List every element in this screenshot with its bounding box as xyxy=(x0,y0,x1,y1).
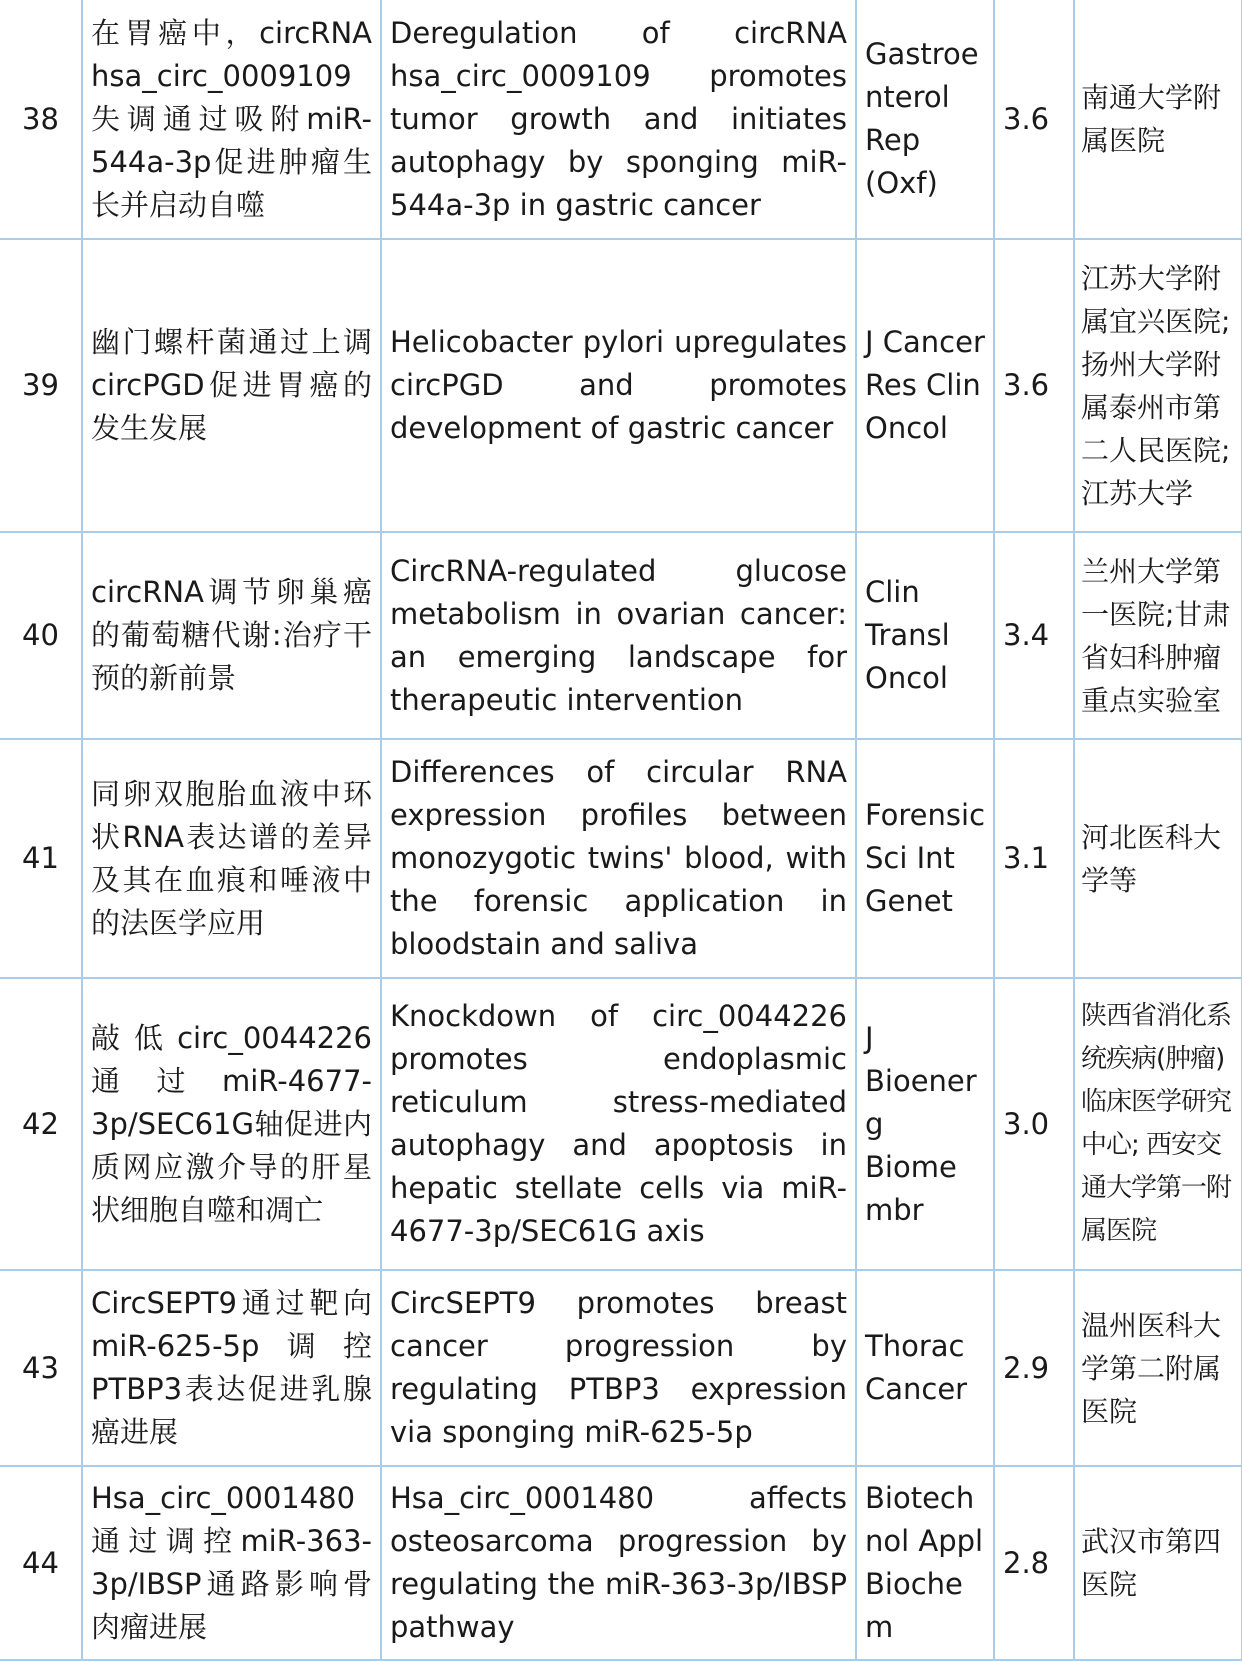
title-en: Helicobacter pylori upregulates circPGD and promotes development of gastric cancer xyxy=(381,239,856,532)
title-en: Hsa_circ_0001480 affects osteosarcoma progression by regulating the miR-363-3p/IBSP pathway xyxy=(381,1466,856,1660)
title-zh: circRNA调节卵巢癌的葡萄糖代谢:治疗干预的新前景 xyxy=(82,532,381,739)
journal: J Bioenerg Biomembr xyxy=(856,978,994,1270)
impact-factor: 3.0 xyxy=(994,978,1074,1270)
institution: 温州医科大学第二附属医院 xyxy=(1074,1270,1242,1466)
row-number: 42 xyxy=(0,978,82,1270)
table-row xyxy=(0,0,1242,239)
institution: 南通大学附属医院 xyxy=(1074,0,1242,239)
institution: 陕西省消化系统疾病(肿瘤)临床医学研究中心; 西安交通大学第一附属医院 xyxy=(1074,978,1242,1270)
title-zh: CircSEPT9通过靶向miR-625-5p调控PTBP3表达促进乳腺癌进展 xyxy=(82,1270,381,1466)
institution: 江苏大学附属宜兴医院;扬州大学附属泰州市第二人民医院;江苏大学 xyxy=(1074,239,1242,532)
impact-factor: 3.4 xyxy=(994,532,1074,739)
row-number: 38 xyxy=(0,0,82,239)
table-row xyxy=(0,1270,1242,1466)
row-number: 41 xyxy=(0,739,82,978)
impact-factor: 3.1 xyxy=(994,739,1074,978)
impact-factor: 3.6 xyxy=(994,0,1074,239)
impact-factor: 2.8 xyxy=(994,1466,1074,1660)
journal: Gastroenterol Rep (Oxf) xyxy=(856,0,994,239)
title-zh: 敲低circ_0044226通过miR-4677-3p/SEC61G轴促进内质网应激介导的肝星状细胞自噬和凋亡 xyxy=(82,978,381,1270)
row-number: 44 xyxy=(0,1466,82,1660)
title-en: Deregulation of circRNA hsa_circ_0009109 promotes tumor growth and initiates autophagy by sponging miR-544a-3p in gastric cancer xyxy=(381,0,856,239)
journal: Biotechnol Appl Biochem xyxy=(856,1466,994,1660)
institution: 武汉市第四医院 xyxy=(1074,1466,1242,1660)
journal: Thorac Cancer xyxy=(856,1270,994,1466)
institution: 兰州大学第一医院;甘肃省妇科肿瘤重点实验室 xyxy=(1074,532,1242,739)
journal: Forensic Sci Int Genet xyxy=(856,739,994,978)
row-number: 40 xyxy=(0,532,82,739)
institution: 河北医科大学等 xyxy=(1074,739,1242,978)
title-en: Knockdown of circ_0044226 promotes endoplasmic reticulum stress-mediated autophagy and apoptosis in hepatic stellate cells via miR-4677-3p/SEC61G axis xyxy=(381,978,856,1270)
table-row xyxy=(0,532,1242,739)
title-en: Differences of circular RNA expression profiles between monozygotic twins' blood, with the forensic application in bloodstain and saliva xyxy=(381,739,856,978)
impact-factor: 2.9 xyxy=(994,1270,1074,1466)
table-row xyxy=(0,239,1242,532)
impact-factor: 3.6 xyxy=(994,239,1074,532)
title-zh: 幽门螺杆菌通过上调circPGD促进胃癌的发生发展 xyxy=(82,239,381,532)
journal: J Cancer Res Clin Oncol xyxy=(856,239,994,532)
table-row xyxy=(0,1466,1242,1660)
title-en: CircSEPT9 promotes breast cancer progression by regulating PTBP3 expression via sponging miR-625-5p xyxy=(381,1270,856,1466)
table-row xyxy=(0,739,1242,978)
title-zh: 在胃癌中，circRNA hsa_circ_0009109失调通过吸附miR-544a-3p促进肿瘤生长并启动自噬 xyxy=(82,0,381,239)
title-zh: Hsa_circ_0001480通过调控miR-363-3p/IBSP通路影响骨肉瘤进展 xyxy=(82,1466,381,1660)
title-zh: 同卵双胞胎血液中环状RNA表达谱的差异及其在血痕和唾液中的法医学应用 xyxy=(82,739,381,978)
title-en: CircRNA-regulated glucose metabolism in ovarian cancer: an emerging landscape for therapeutic intervention xyxy=(381,532,856,739)
row-number: 39 xyxy=(0,239,82,532)
row-number: 43 xyxy=(0,1270,82,1466)
table-row xyxy=(0,978,1242,1270)
journal: Clin Transl Oncol xyxy=(856,532,994,739)
